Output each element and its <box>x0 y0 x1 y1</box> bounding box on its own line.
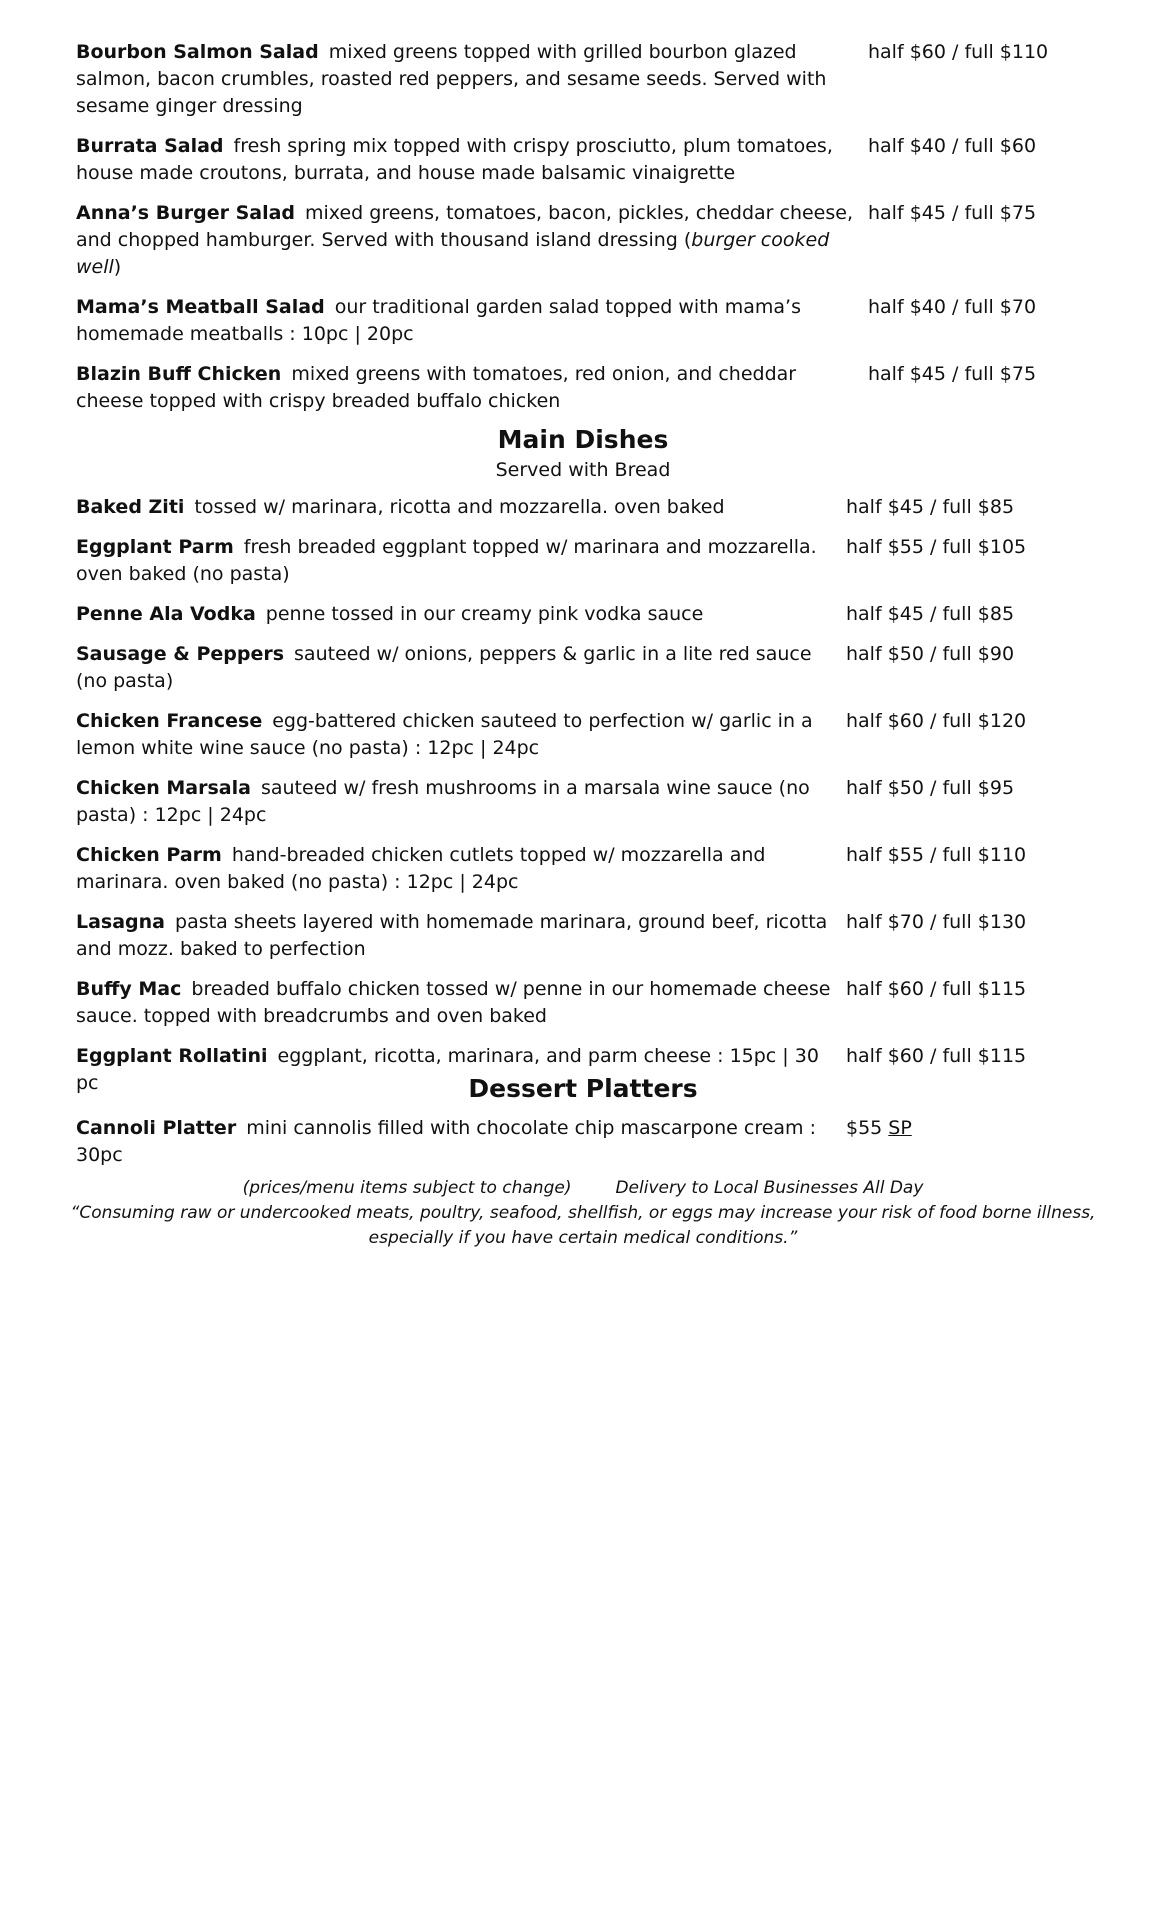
item-description: tossed w/ marinara, ricotta and mozzarella. oven baked <box>194 496 725 518</box>
item-description: sauteed w/ fresh mushrooms in a marsala wine sauce (no pasta) : 12pc | 24pc <box>76 777 810 826</box>
item-description: mixed greens, tomatoes, bacon, pickles, cheddar cheese, and chopped hamburger. Served with thousand island dressing ( <box>76 202 853 251</box>
main-dish-list <box>76 494 1056 1110</box>
list-item <box>76 39 1056 120</box>
item-price: half $60 / full $110 <box>868 41 1049 63</box>
item-name: Chicken Parm <box>76 844 222 866</box>
section-subtitle: Served with Bread <box>495 459 671 481</box>
list-item <box>76 708 1056 762</box>
item-price: half $40 / full $60 <box>868 135 1037 157</box>
item-name: Anna’s Burger Salad <box>76 202 296 224</box>
item-description: hand-breaded chicken cutlets topped w/ mozzarella and marinara. oven baked (no pasta) : 12pc | 24pc <box>76 844 766 893</box>
item-name: Eggplant Parm <box>76 536 234 558</box>
item-price: half $60 / full $115 <box>846 978 1027 1000</box>
item-price: half $60 / full $120 <box>846 710 1027 732</box>
item-description: pasta sheets layered with homemade marinara, ground beef, ricotta and mozz. baked to perfection <box>76 911 828 960</box>
list-item <box>76 1115 1056 1169</box>
item-price: half $45 / full $85 <box>846 496 1015 518</box>
section-title-main-dishes: Main Dishes <box>497 425 669 454</box>
list-item <box>76 641 1056 695</box>
list-item <box>76 133 1056 187</box>
item-price: half $60 / full $115 <box>846 1045 1027 1067</box>
item-price: half $45 / full $85 <box>846 603 1015 625</box>
list-item <box>76 294 1056 348</box>
item-description: eggplant, ricotta, marinara, and parm cheese : 15pc | 30 pc <box>76 1045 819 1094</box>
item-price: half $45 / full $75 <box>868 202 1037 224</box>
item-name: Chicken Marsala <box>76 777 251 799</box>
item-name: Blazin Buff Chicken <box>76 363 282 385</box>
salad-list <box>76 39 1056 428</box>
item-description: our traditional garden salad topped with mama’s homemade meatballs : 10pc | 20pc <box>76 296 801 345</box>
item-price: half $45 / full $75 <box>868 363 1037 385</box>
item-price: half $50 / full $90 <box>846 643 1015 665</box>
item-name: Burrata Salad <box>76 135 224 157</box>
item-description-note: burger cooked well <box>76 229 830 278</box>
item-name: Chicken Francese <box>76 710 263 732</box>
item-name: Mama’s Meatball Salad <box>76 296 325 318</box>
food-safety-disclaimer: “Consuming raw or undercooked meats, poultry, seafood, shellfish, or eggs may increase your risk of food borne illness, especially if you have certain medical conditions.” <box>70 1203 1096 1248</box>
item-price: $55 <box>846 1117 883 1139</box>
footer-notes <box>40 1176 1126 1201</box>
item-price: half $55 / full $110 <box>846 844 1027 866</box>
item-name: Eggplant Rollatini <box>76 1045 268 1067</box>
prices-note: (prices/menu items subject to change) <box>242 1178 572 1198</box>
item-description: mixed greens topped with grilled bourbon glazed salmon, bacon crumbles, roasted red peppers, and sesame seeds. Served with sesame ginger dressing <box>76 41 827 117</box>
list-item <box>76 909 1056 963</box>
item-description: fresh spring mix topped with crispy prosciutto, plum tomatoes, house made croutons, burrata, and house made balsamic vinaigrette <box>76 135 833 184</box>
section-title-desserts: Dessert Platters <box>468 1074 698 1103</box>
item-name: Penne Ala Vodka <box>76 603 256 625</box>
item-name: Buffy Mac <box>76 978 182 1000</box>
list-item <box>76 842 1056 896</box>
item-description: sauteed w/ onions, peppers & garlic in a lite red sauce (no pasta) <box>76 643 812 692</box>
dessert-list <box>76 1115 1056 1182</box>
item-name: Bourbon Salmon Salad <box>76 41 319 63</box>
item-description: mixed greens with tomatoes, red onion, and cheddar cheese topped with crispy breaded buffalo chicken <box>76 363 797 412</box>
list-item <box>76 775 1056 829</box>
item-name: Cannoli Platter <box>76 1117 237 1139</box>
item-description: fresh breaded eggplant topped w/ marinara and mozzarella. oven baked (no pasta) <box>76 536 817 585</box>
item-description: egg-battered chicken sauteed to perfection w/ garlic in a lemon white wine sauce (no pasta) : 12pc | 24pc <box>76 710 813 759</box>
item-description: mini cannolis filled with chocolate chip mascarpone cream : 30pc <box>76 1117 816 1166</box>
item-price: half $70 / full $130 <box>846 911 1027 933</box>
item-name: Sausage & Peppers <box>76 643 285 665</box>
item-description: penne tossed in our creamy pink vodka sauce <box>265 603 704 625</box>
item-description-tail: ) <box>113 256 122 278</box>
delivery-note: Delivery to Local Businesses All Day <box>615 1178 924 1198</box>
item-price: half $50 / full $95 <box>846 777 1015 799</box>
list-item <box>76 976 1056 1030</box>
list-item <box>76 361 1056 415</box>
list-item <box>76 601 1056 628</box>
item-name: Lasagna <box>76 911 166 933</box>
list-item <box>76 494 1056 521</box>
item-description: breaded buffalo chicken tossed w/ penne in our homemade cheese sauce. topped with breadcrumbs and oven baked <box>76 978 831 1027</box>
price-note: SP <box>888 1117 912 1139</box>
list-item <box>76 200 1056 281</box>
list-item <box>76 534 1056 588</box>
item-price: half $40 / full $70 <box>868 296 1037 318</box>
item-price: half $55 / full $105 <box>846 536 1027 558</box>
item-name: Baked Ziti <box>76 496 185 518</box>
